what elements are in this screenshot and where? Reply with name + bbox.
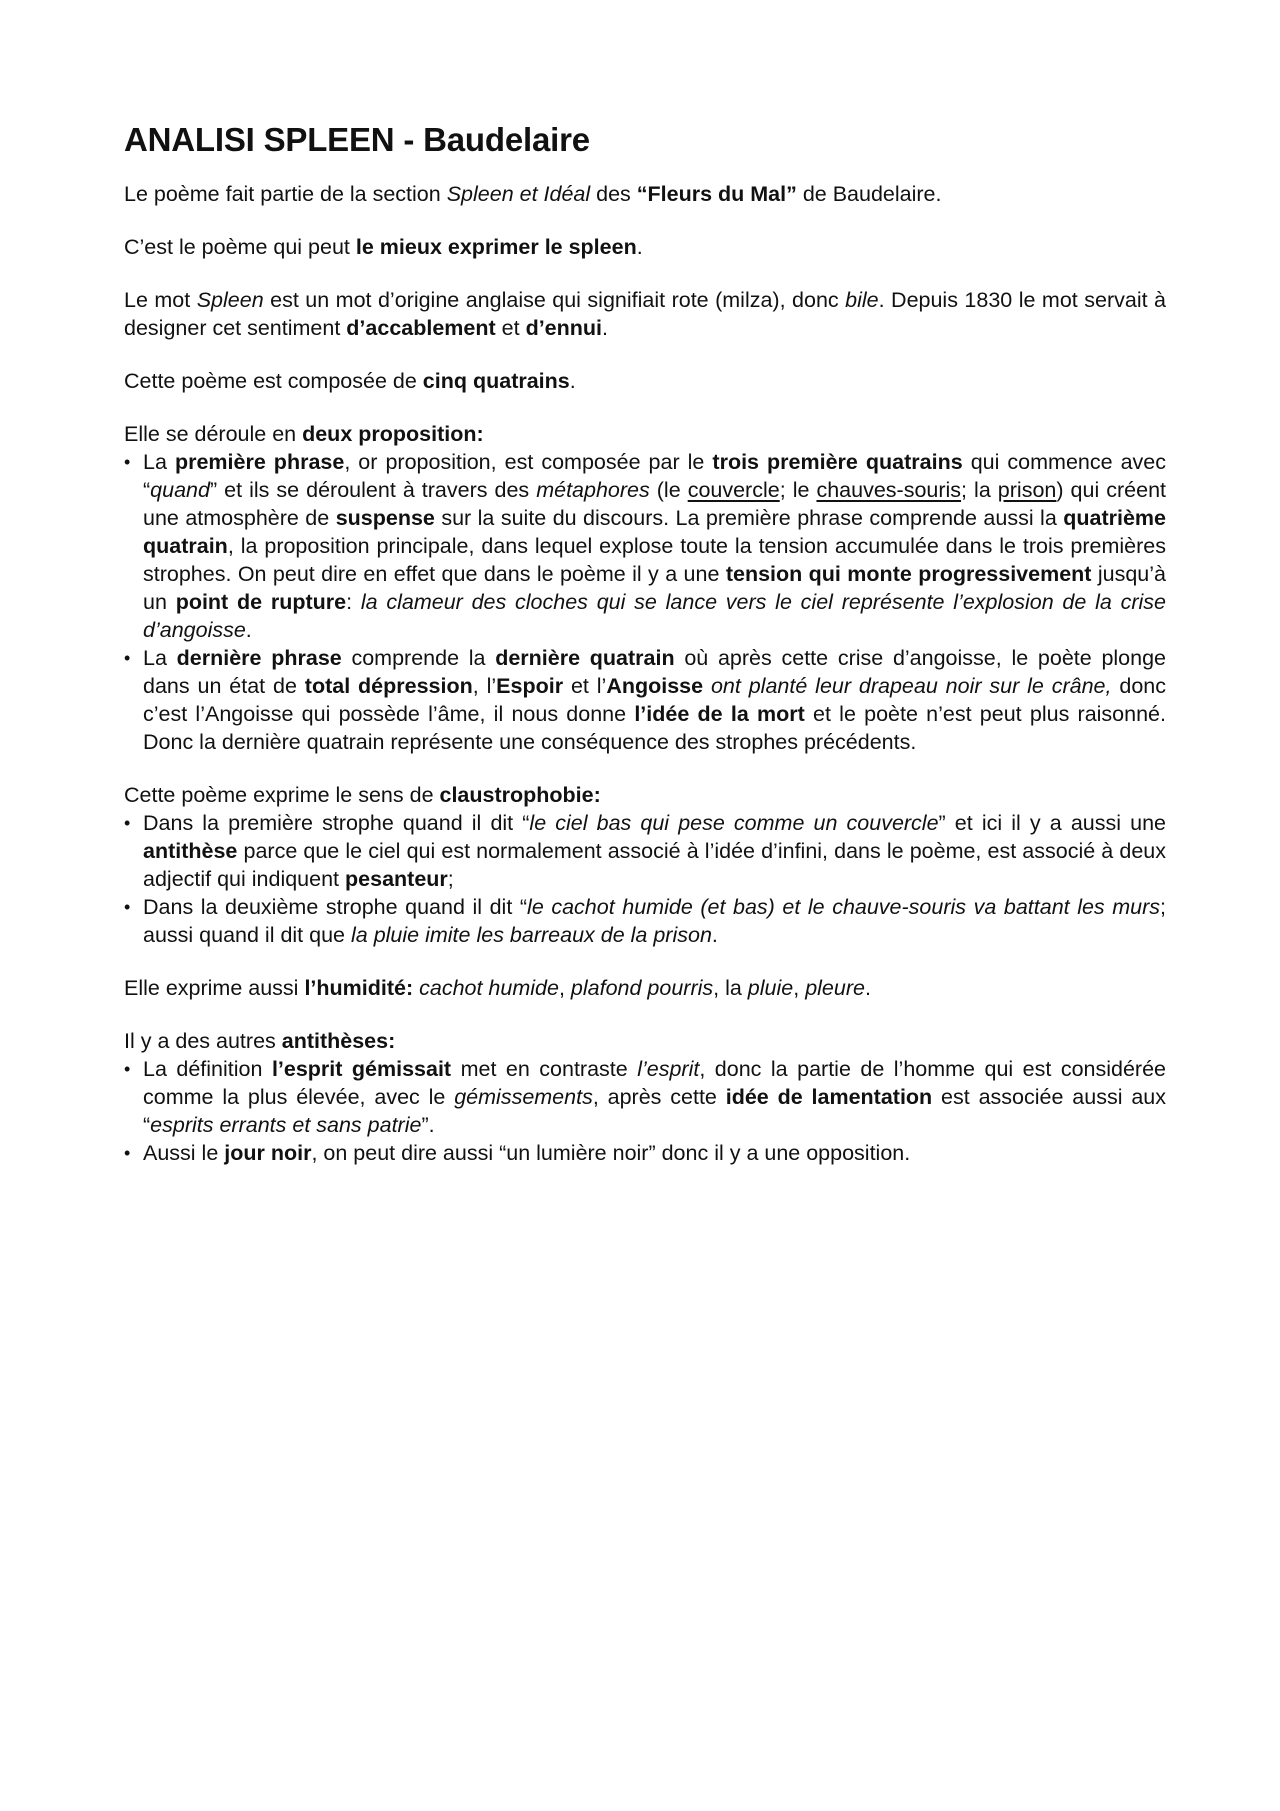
text-run: ” et ils se déroulent à travers des [209, 478, 537, 502]
text-run: Elle se déroule en [124, 422, 303, 446]
bullet-glyph: • [124, 813, 131, 833]
emphasis-bold: “Fleurs du Mal” [636, 182, 797, 206]
text-run: , la proposition principale, dans lequel explose toute la tension accumulée dans le trois premières strophes. On peut dire en effet que dans le poème il y a une [143, 534, 1166, 586]
emphasis-bold: antithèses: [281, 1029, 396, 1053]
emphasis-bold: cinq quatrains [422, 369, 570, 393]
text-run: ; la [961, 478, 998, 502]
text-run: et le poète n’est peut plus raisonné. Donc la dernière quatrain représente une conséquence des strophes précédents. [143, 702, 1166, 754]
text-run: La définition [143, 1057, 272, 1081]
emphasis-bold: l’idée de la mort [634, 702, 805, 726]
text-run: Le mot [124, 288, 197, 312]
emphasis-bold: total dépression [304, 674, 473, 698]
emphasis-bold: antithèse [143, 839, 238, 863]
text-run: . [636, 235, 643, 259]
bullet-glyph: • [124, 1059, 131, 1079]
text-run: Il y a des autres [124, 1029, 282, 1053]
paragraph-humidity [124, 974, 1166, 1002]
emphasis-italic: gémissements [454, 1085, 593, 1109]
emphasis-bold: première phrase [174, 450, 345, 474]
text-run: ; [447, 867, 454, 891]
emphasis-italic: cachot humide [419, 976, 559, 1000]
emphasis-underline: prison [997, 478, 1057, 502]
emphasis-italic: bile [845, 288, 879, 312]
text-run: , [793, 976, 806, 1000]
text-run: qui commence avec “ [143, 450, 1167, 502]
text-run: , après cette [592, 1085, 726, 1109]
section-claustrophobia-intro [124, 781, 1166, 809]
text-run: Elle exprime aussi [124, 976, 305, 1000]
list-item-text [143, 646, 1166, 754]
text-run: parce que le ciel qui est normalement associé à l’idée d’infini, dans le poème, est associé à deux adjectif qui indiquent [143, 839, 1166, 891]
text-run: ” et ici il y a aussi une [938, 811, 1166, 835]
emphasis-bold: Angoisse [606, 674, 704, 698]
text-run: est associée aussi aux “ [143, 1085, 1166, 1137]
text-run [703, 674, 711, 698]
text-run: La [143, 646, 177, 670]
text-run: de Baudelaire. [796, 182, 942, 206]
paragraph-context [124, 180, 1166, 208]
text-run: . Depuis 1830 le mot servait à designer cet sentiment [124, 288, 1166, 340]
emphasis-italic: la pluie imite les barreaux de la prison [350, 923, 712, 947]
text-run: , on peut dire aussi “un lumière noir” donc il y a une opposition. [311, 1141, 911, 1165]
list-item-text [143, 895, 1166, 947]
list-item [124, 1055, 1166, 1139]
text-run: Dans la deuxième strophe quand il dit “ [143, 895, 528, 919]
emphasis-bold: d’ennui [525, 316, 602, 340]
emphasis-italic: quand [150, 478, 210, 502]
list-item [124, 644, 1166, 756]
emphasis-bold: trois première quatrains [712, 450, 963, 474]
emphasis-bold: dernière phrase [176, 646, 342, 670]
text-run: ; le [779, 478, 817, 502]
text-run: ”. [421, 1113, 435, 1137]
text-run: est un mot d’origine anglaise qui signifiait rote (milza), donc [263, 288, 846, 312]
text-run: comprende la [341, 646, 496, 670]
text-run: . [569, 369, 576, 393]
list-item-text [143, 1057, 1166, 1137]
text-run: ; aussi quand il dit que [143, 895, 1166, 947]
text-run: où après cette crise d’angoisse, le poète plonge dans un état de [143, 646, 1167, 698]
text-run: et [495, 316, 526, 340]
emphasis-bold: dernière quatrain [495, 646, 675, 670]
emphasis-bold: l’humidité: [304, 976, 414, 1000]
emphasis-bold: quatrième quatrain [143, 506, 1166, 558]
claustrophobia-list [124, 809, 1166, 949]
emphasis-italic: ont planté leur drapeau noir sur le crâne, [710, 674, 1112, 698]
text-run: , donc la partie de l’homme qui est considérée comme la plus élevée, avec le [143, 1057, 1167, 1109]
text-run: . [245, 618, 252, 642]
emphasis-italic: Spleen [196, 288, 264, 312]
emphasis-italic: pleure [805, 976, 865, 1000]
text-run: met en contraste [451, 1057, 638, 1081]
bullet-glyph: • [124, 648, 131, 668]
list-item-text [143, 811, 1166, 891]
antitheses-list [124, 1055, 1166, 1167]
bullet-glyph: • [124, 452, 131, 472]
text-run: Cette poème est composée de [124, 369, 423, 393]
emphasis-bold: Espoir [496, 674, 564, 698]
emphasis-italic: plafond pourris [570, 976, 714, 1000]
text-run: Cette poème exprime le sens de [124, 783, 440, 807]
text-run: et l’ [563, 674, 607, 698]
emphasis-bold: claustrophobie: [439, 783, 601, 807]
text-run: jusqu’à un [143, 562, 1166, 614]
list-item-text [143, 450, 1166, 642]
text-run: C’est le poème qui peut [124, 235, 356, 259]
emphasis-italic: métaphores [536, 478, 650, 502]
text-run: (le [649, 478, 688, 502]
emphasis-bold: le mieux exprimer le spleen [355, 235, 637, 259]
emphasis-bold: idée de lamentation [725, 1085, 933, 1109]
emphasis-italic: l’esprit [637, 1057, 700, 1081]
document-body [124, 120, 1166, 1192]
emphasis-bold: tension qui monte progressivement [725, 562, 1092, 586]
emphasis-bold: jour noir [224, 1141, 312, 1165]
emphasis-underline: chauves-souris [816, 478, 962, 502]
text-run: , la [713, 976, 748, 1000]
text-run: . [864, 976, 871, 1000]
text-run: Aussi le [143, 1141, 225, 1165]
emphasis-italic: le ciel bas qui pese comme un couvercle [529, 811, 939, 835]
emphasis-bold: pesanteur [345, 867, 448, 891]
emphasis-bold: deux proposition: [302, 422, 484, 446]
paragraph-word-origin [124, 286, 1166, 342]
document-title: ANALISI SPLEEN - Baudelaire [124, 121, 590, 158]
emphasis-italic: pluie [747, 976, 794, 1000]
text-run: sur la suite du discours. La première phrase comprende aussi la [434, 506, 1064, 530]
paragraph-spleen-expression [124, 233, 1166, 261]
emphasis-underline: couvercle [687, 478, 780, 502]
emphasis-italic: le cachot humide (et bas) et le chauve-souris va battant les murs [527, 895, 1161, 919]
bullet-glyph: • [124, 897, 131, 917]
bullet-glyph: • [124, 1143, 131, 1163]
list-item [124, 448, 1166, 644]
text-run: La [143, 450, 175, 474]
emphasis-bold: l’esprit gémissait [271, 1057, 452, 1081]
list-item [124, 809, 1166, 893]
section-propositions-intro [124, 420, 1166, 448]
paragraph-structure [124, 367, 1166, 395]
emphasis-italic: Spleen et Idéal [446, 182, 591, 206]
list-item-text [143, 1141, 910, 1165]
text-run: . [711, 923, 718, 947]
emphasis-italic: la clameur des cloches qui se lance vers le ciel représente l’explosion de la crise d’angoisse [143, 590, 1167, 642]
emphasis-italic: esprits errants et sans patrie [150, 1113, 422, 1137]
text-run: , [558, 976, 571, 1000]
text-run: ) qui créent une atmosphère de [143, 478, 1167, 530]
text-run: des [590, 182, 637, 206]
emphasis-bold: d’accablement [346, 316, 496, 340]
text-run: : [346, 590, 361, 614]
text-run: , or proposition, est composée par le [344, 450, 713, 474]
text-run: Dans la première strophe quand il dit “ [143, 811, 530, 835]
section-antitheses-intro [124, 1027, 1166, 1055]
emphasis-bold: suspense [335, 506, 435, 530]
text-run: . [602, 316, 608, 340]
text-run: Le poème fait partie de la section [124, 182, 447, 206]
emphasis-bold: point de rupture [175, 590, 347, 614]
list-item [124, 893, 1166, 949]
text-run: , l’ [472, 674, 497, 698]
text-run: donc c’est l’Angoisse qui possède l’âme, il nous donne [143, 674, 1166, 726]
list-item [124, 1139, 1166, 1167]
propositions-list [124, 448, 1166, 756]
